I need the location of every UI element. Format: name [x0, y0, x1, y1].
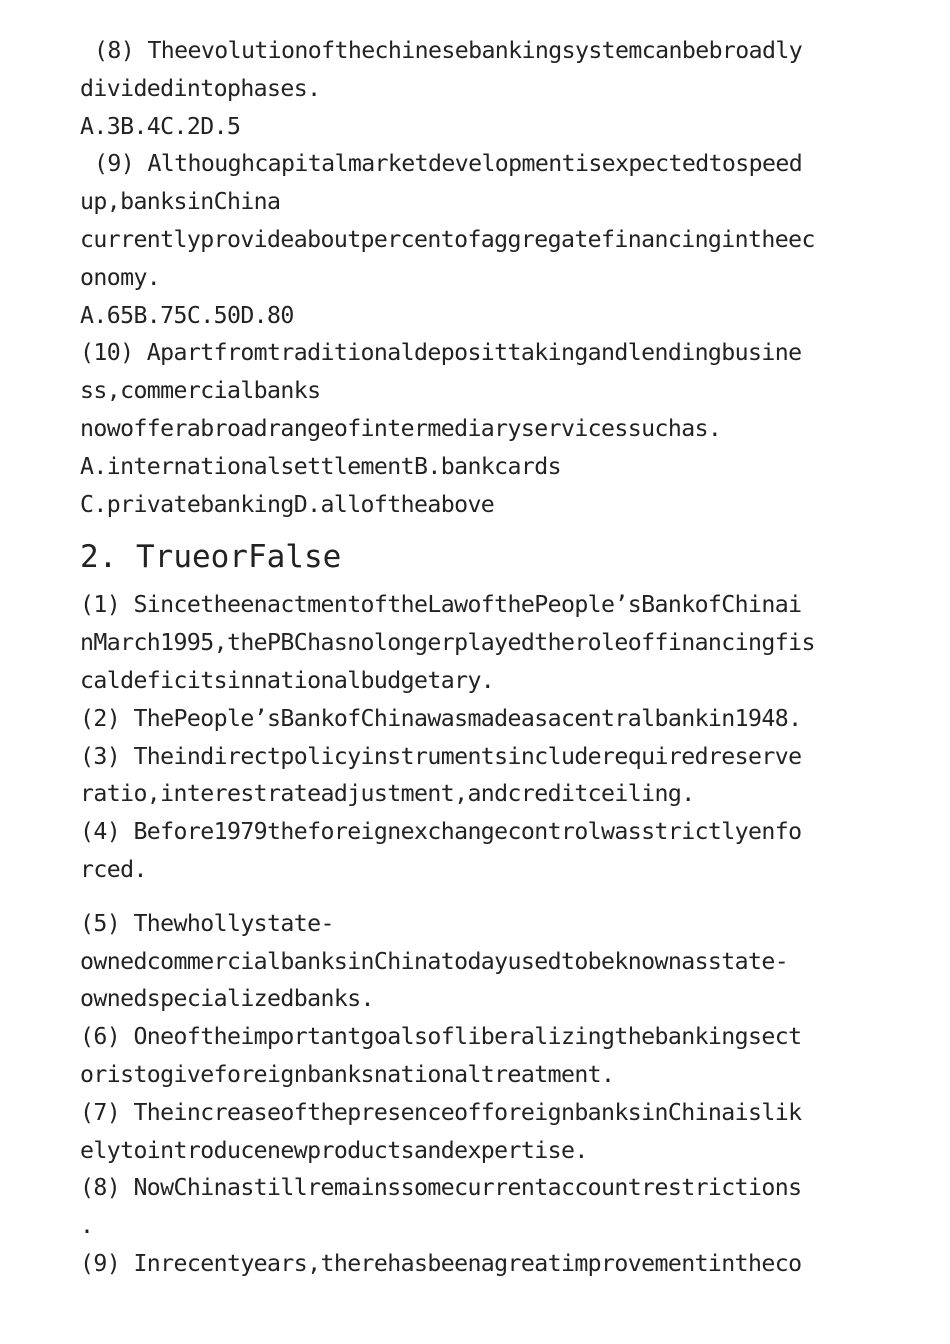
question-10	[80, 334, 880, 523]
statement-3-line-2: ratio,interestrateadjustment,andcreditceiling.	[80, 780, 695, 808]
statement-4	[80, 813, 880, 889]
statement-6-line-2: oristogiveforeignbanksnationaltreatment.	[80, 1060, 615, 1088]
section-2-heading: 2. TrueorFalse	[80, 539, 342, 576]
statement-5-line-3: ownedspecializedbanks.	[80, 985, 374, 1013]
question-9-line-3: currentlyprovideaboutpercentofaggregatefinancingintheec	[80, 225, 815, 253]
statement-1-line-1: (1) SincetheenactmentoftheLawofthePeople’sBankofChinai	[80, 591, 802, 619]
paragraph-gap	[80, 889, 880, 905]
question-10-line-1: (10) Apartfromtraditionaldeposittakingandlendingbusine	[80, 339, 802, 367]
question-8-line-1: (8) Theevolutionofthechinesebankingsystemcanbebroadly	[94, 37, 803, 64]
question-8	[80, 32, 880, 145]
statement-9	[80, 1245, 880, 1283]
statement-3-line-1: (3) Theindirectpolicyinstrumentsincluderequiredreserve	[80, 742, 802, 770]
statement-1	[80, 586, 880, 699]
statement-7-line-1: (7) TheincreaseofthepresenceofforeignbanksinChinaislik	[80, 1098, 802, 1126]
question-10-options-2: C.privatebankingD.alloftheabove	[80, 490, 495, 518]
question-10-line-3: nowofferabroadrangeofintermediaryservicessuchas.	[80, 414, 722, 442]
statement-3	[80, 738, 880, 814]
statement-5	[80, 905, 880, 1018]
question-9-line-4: onomy.	[80, 263, 161, 291]
statement-8-line-2: .	[80, 1212, 94, 1240]
statement-9-line-1: (9) Inrecentyears,therehasbeenagreatimprovementintheco	[80, 1249, 802, 1277]
document-page	[80, 32, 880, 1283]
statement-6	[80, 1018, 880, 1094]
statement-2-line-1: (2) ThePeople’sBankofChinawasmadeasacentralbankin1948.	[80, 704, 802, 732]
statement-7-line-2: elytointroducenewproductsandexpertise.	[80, 1136, 588, 1164]
statement-8	[80, 1169, 880, 1245]
question-9-line-1: (9) Althoughcapitalmarketdevelopmentisexpectedtospeed	[94, 150, 803, 178]
statement-1-line-3: caldeficitsinnationalbudgetary.	[80, 666, 495, 694]
statement-6-line-1: (6) Oneoftheimportantgoalsofliberalizingthebankingsect	[80, 1023, 802, 1051]
question-9-options: A.65B.75C.50D.80	[80, 301, 294, 329]
statement-4-line-1: (4) Before1979theforeignexchangecontrolwasstrictlyenfo	[80, 818, 802, 846]
question-9	[80, 145, 880, 334]
statement-7	[80, 1094, 880, 1170]
statement-5-line-2: ownedcommercialbanksinChinatodayusedtobeknownasstate-	[80, 947, 789, 975]
question-10-options-1: A.internationalsettlementB.bankcards	[80, 452, 561, 480]
statement-5-line-1: (5) Thewhollystate-	[80, 909, 334, 937]
statement-2	[80, 700, 880, 738]
question-8-options: A.3B.4C.2D.5	[80, 112, 241, 140]
statement-8-line-1: (8) NowChinastillremainssomecurrentaccountrestrictions	[80, 1174, 802, 1202]
question-8-line-2: dividedintophases.	[80, 74, 321, 102]
statement-4-line-2: rced.	[80, 855, 147, 883]
question-9-line-2: up,banksinChina	[80, 188, 281, 216]
question-10-line-2: ss,commercialbanks	[80, 377, 321, 405]
statement-1-line-2: nMarch1995,thePBChasnolongerplayedtheroleoffinancingfis	[80, 629, 815, 657]
